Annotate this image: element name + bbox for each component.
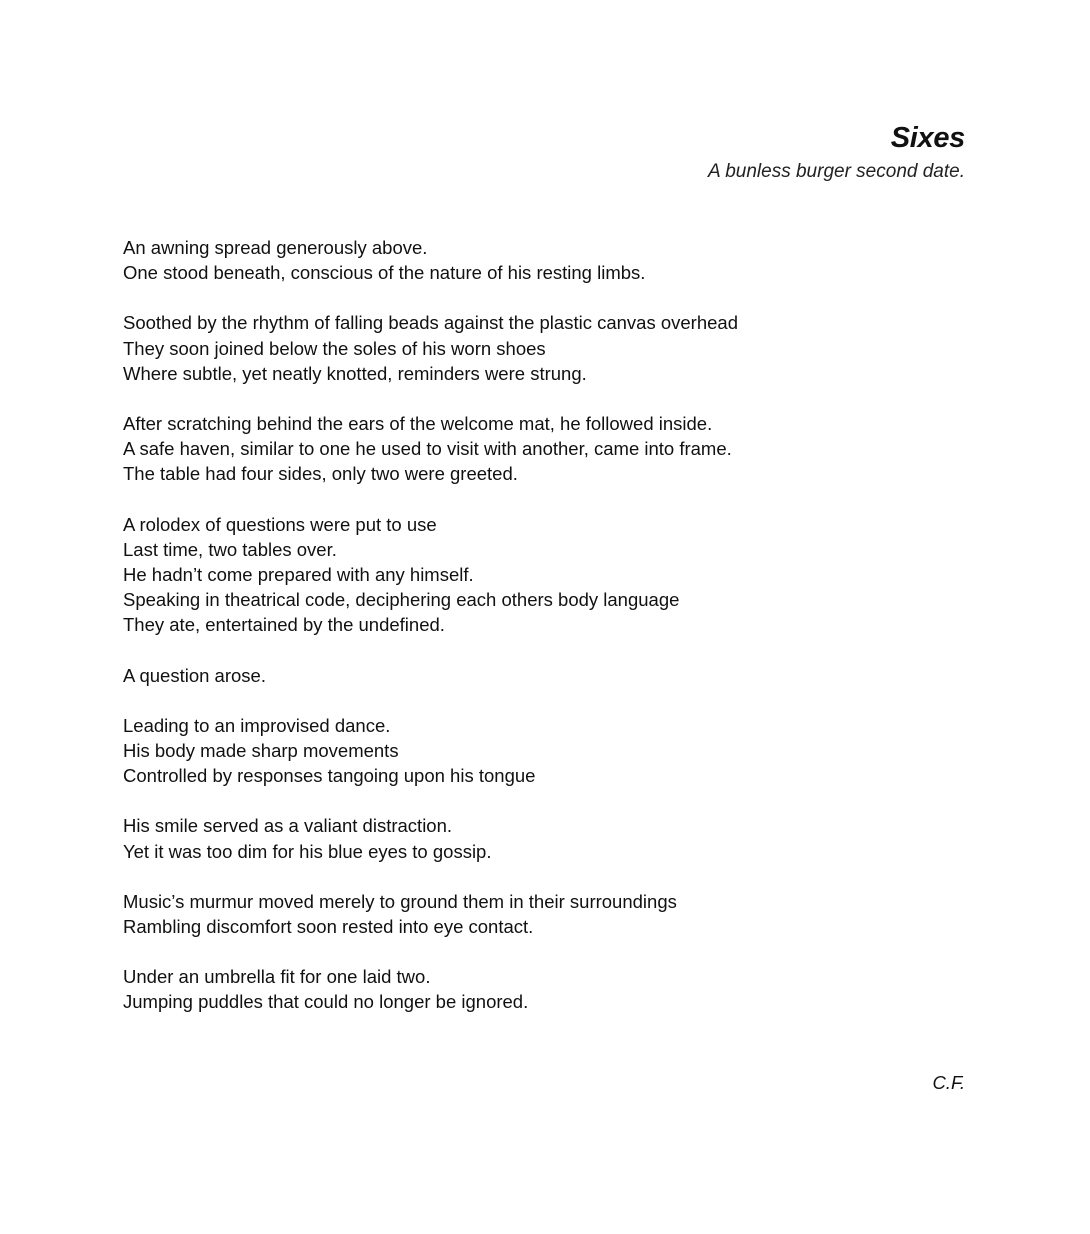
stanza [123, 813, 983, 863]
poem-line: One stood beneath, conscious of the nature of his resting limbs. [123, 262, 646, 284]
poem-line: They ate, entertained by the undefined. [123, 614, 445, 636]
poem-header [708, 118, 965, 186]
poem-line: A safe haven, similar to one he used to visit with another, came into frame. [123, 438, 732, 460]
poem-line: Yet it was too dim for his blue eyes to gossip. [123, 840, 492, 862]
poem-body [123, 235, 983, 1040]
poem-line: Last time, two tables over. [123, 538, 337, 560]
stanza [123, 889, 983, 939]
poem-line: Jumping puddles that could no longer be ignored. [123, 991, 529, 1013]
poem-line: An awning spread generously above. [123, 237, 428, 258]
poem-line: Under an umbrella fit for one laid two. [123, 966, 431, 988]
stanza [123, 310, 983, 386]
poem-title: Sixes [890, 122, 965, 154]
stanza [123, 512, 983, 638]
poem-line: His body made sharp movements [123, 740, 399, 762]
poem-line: They soon joined below the soles of his worn shoes [123, 337, 546, 359]
stanza [123, 964, 983, 1014]
stanza [123, 713, 983, 789]
stanza [123, 235, 983, 285]
poem-line: Music’s murmur moved merely to ground them in their surroundings [123, 890, 677, 912]
poem-line: Rambling discomfort soon rested into eye contact. [123, 916, 534, 938]
poem-line: Speaking in theatrical code, deciphering each others body language [123, 589, 680, 611]
stanza [123, 411, 983, 487]
poem-line: A question arose. [123, 664, 266, 686]
poem-line: Soothed by the rhythm of falling beads against the plastic canvas overhead [123, 312, 738, 334]
poem-line: After scratching behind the ears of the welcome mat, he followed inside. [123, 413, 713, 435]
poem-line: Controlled by responses tangoing upon his tongue [123, 765, 536, 787]
poem-line: Leading to an improvised dance. [123, 714, 391, 736]
stanza [123, 663, 983, 688]
poem-line: The table had four sides, only two were greeted. [123, 463, 518, 485]
poem-line: He hadn’t come prepared with any himself. [123, 564, 474, 586]
poem-subtitle: A bunless burger second date. [707, 161, 965, 182]
author-signature: C.F. [932, 1072, 965, 1093]
poem-line: His smile served as a valiant distraction. [123, 815, 453, 837]
poem-line: A rolodex of questions were put to use [123, 513, 437, 535]
poem-line: Where subtle, yet neatly knotted, reminders were strung. [123, 362, 587, 384]
